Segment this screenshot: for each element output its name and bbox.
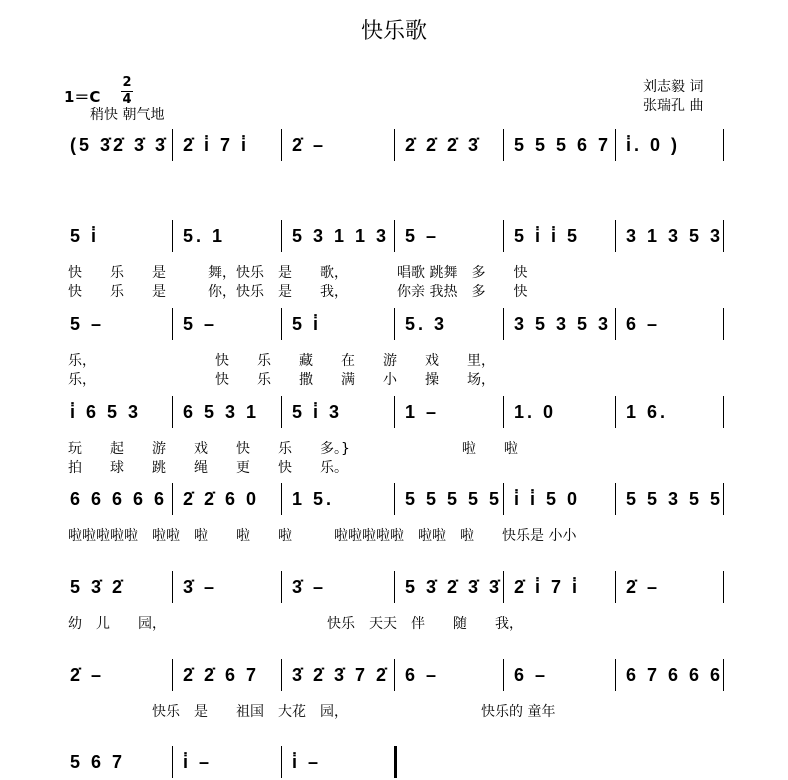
measure: i̇. 0 ) (626, 135, 681, 155)
measure: 6 7 6 6 6 (626, 665, 724, 685)
barline (394, 571, 395, 603)
barline (615, 129, 616, 161)
barline (281, 129, 282, 161)
measure: 2̇ 2̇ 6 0 (183, 489, 260, 509)
measure: 2̇ – (70, 665, 105, 685)
barline (615, 483, 616, 515)
measure: 5 i̇ 3 (292, 402, 343, 422)
measure: 5. 3 (405, 314, 448, 334)
measure: 5 3 1 1 3 (292, 226, 390, 246)
lyric-line: 啦啦啦啦啦 啦啦 啦 啦 啦 啦啦啦啦啦 啦啦 啦 快乐是 小小 (68, 528, 577, 544)
barline (172, 220, 173, 252)
barline (172, 483, 173, 515)
lyric-line: 幼 儿 园， 快乐 天天 伴 随 我， (68, 616, 523, 632)
barline (503, 396, 504, 428)
lyricist-credit: 刘志毅 词 (643, 79, 704, 95)
barline (723, 659, 724, 691)
barline (394, 129, 395, 161)
barline (503, 220, 504, 252)
measure: 5 – (70, 314, 105, 334)
measure: 5 i̇ i̇ 5 (514, 226, 581, 246)
lyric-line: 乐， 快 乐 撒 满 小 操 场， (68, 372, 495, 388)
barline (723, 129, 724, 161)
barline (394, 308, 395, 340)
lyric-line: 快 乐 是 你，快乐 是 我， 你亲 我热 多 快 (68, 284, 528, 300)
measure: 6 – (514, 665, 549, 685)
barline (172, 129, 173, 161)
barline (503, 659, 504, 691)
key-signature: 1＝C (64, 88, 101, 106)
lyric-line: 玩 起 游 戏 快 乐 多。} 啦 啦 (68, 441, 518, 457)
measure: 5 5 5 5 5 (405, 489, 503, 509)
time-bottom: 4 (122, 92, 132, 107)
page-title: 快乐歌 (360, 19, 427, 44)
measure: 5 3̇ 2̇ 3̇ 3̇ (405, 577, 503, 597)
barline (172, 396, 173, 428)
barline (394, 659, 395, 691)
measure: 2̇ 2̇ 6 7 (183, 665, 260, 685)
measure: 5. 1 (183, 226, 226, 246)
tempo-marking: 稍快 朝气地 (90, 107, 165, 123)
barline (281, 659, 282, 691)
barline (503, 571, 504, 603)
barline (723, 483, 724, 515)
composer-credit: 张瑞孔 曲 (643, 98, 704, 114)
barline (503, 129, 504, 161)
barline (172, 308, 173, 340)
barline (615, 396, 616, 428)
barline (281, 746, 282, 778)
lyric-line: 快乐 是 祖国 大花 园， 快乐的 童年 (68, 704, 556, 720)
measure: 1 – (405, 402, 440, 422)
barline (503, 483, 504, 515)
measure: 3 1 3 5 3 (626, 226, 724, 246)
measure: 2̇ – (626, 577, 661, 597)
measure: 3̇ – (183, 577, 218, 597)
measure: 5 5 5 6 7 (514, 135, 612, 155)
measure: 2̇ – (292, 135, 327, 155)
measure: 6 – (626, 314, 661, 334)
measure: 5 i̇ (70, 226, 100, 246)
measure: 6 5 3 1 (183, 402, 260, 422)
measure: i̇ i̇ 5 0 (514, 489, 581, 509)
measure: 5 6 7 (70, 752, 126, 772)
measure: 3 5 3 5 3 (514, 314, 612, 334)
final-barline (394, 746, 397, 778)
barline (281, 308, 282, 340)
measure: i̇ – (183, 752, 213, 772)
measure: i̇ – (292, 752, 322, 772)
measure: 5 3̇ 2̇ (70, 577, 126, 597)
measure: 5 5 3 5 5 (626, 489, 724, 509)
measure: 1 6. (626, 402, 669, 422)
measure: 5 i̇ (292, 314, 322, 334)
measure: (5 3̇2̇ 3̇ 3̇ (70, 135, 169, 155)
measure: i̇ 6 5 3 (70, 402, 142, 422)
barline (615, 308, 616, 340)
barline (723, 396, 724, 428)
lyric-line: 拍 球 跳 绳 更 快 乐。 (68, 460, 348, 476)
measure: 2̇ i̇ 7 i̇ (183, 135, 250, 155)
measure: 6 6 6 6 6 (70, 489, 168, 509)
time-top: 2 (122, 75, 132, 90)
barline (281, 396, 282, 428)
measure: 1 5. (292, 489, 335, 509)
lyric-line: 乐， 快 乐 藏 在 游 戏 里， (68, 353, 495, 369)
measure: 5 – (183, 314, 218, 334)
lyric-line: 快 乐 是 舞，快乐 是 歌， 唱歌 跳舞 多 快 (68, 265, 528, 281)
barline (281, 483, 282, 515)
barline (723, 220, 724, 252)
barline (172, 659, 173, 691)
barline (172, 571, 173, 603)
barline (615, 220, 616, 252)
measure: 2̇ i̇ 7 i̇ (514, 577, 581, 597)
measure: 5 – (405, 226, 440, 246)
barline (172, 746, 173, 778)
barline (615, 571, 616, 603)
measure: 1. 0 (514, 402, 557, 422)
barline (723, 571, 724, 603)
barline (281, 220, 282, 252)
barline (281, 571, 282, 603)
barline (615, 659, 616, 691)
barline (503, 308, 504, 340)
barline (394, 220, 395, 252)
measure: 3̇ 2̇ 3̇ 7 2̇ (292, 665, 390, 685)
measure: 6 – (405, 665, 440, 685)
barline (723, 308, 724, 340)
measure: 3̇ – (292, 577, 327, 597)
measure: 2̇ 2̇ 2̇ 3̇ (405, 135, 482, 155)
barline (394, 396, 395, 428)
barline (394, 483, 395, 515)
time-signature (121, 77, 133, 106)
